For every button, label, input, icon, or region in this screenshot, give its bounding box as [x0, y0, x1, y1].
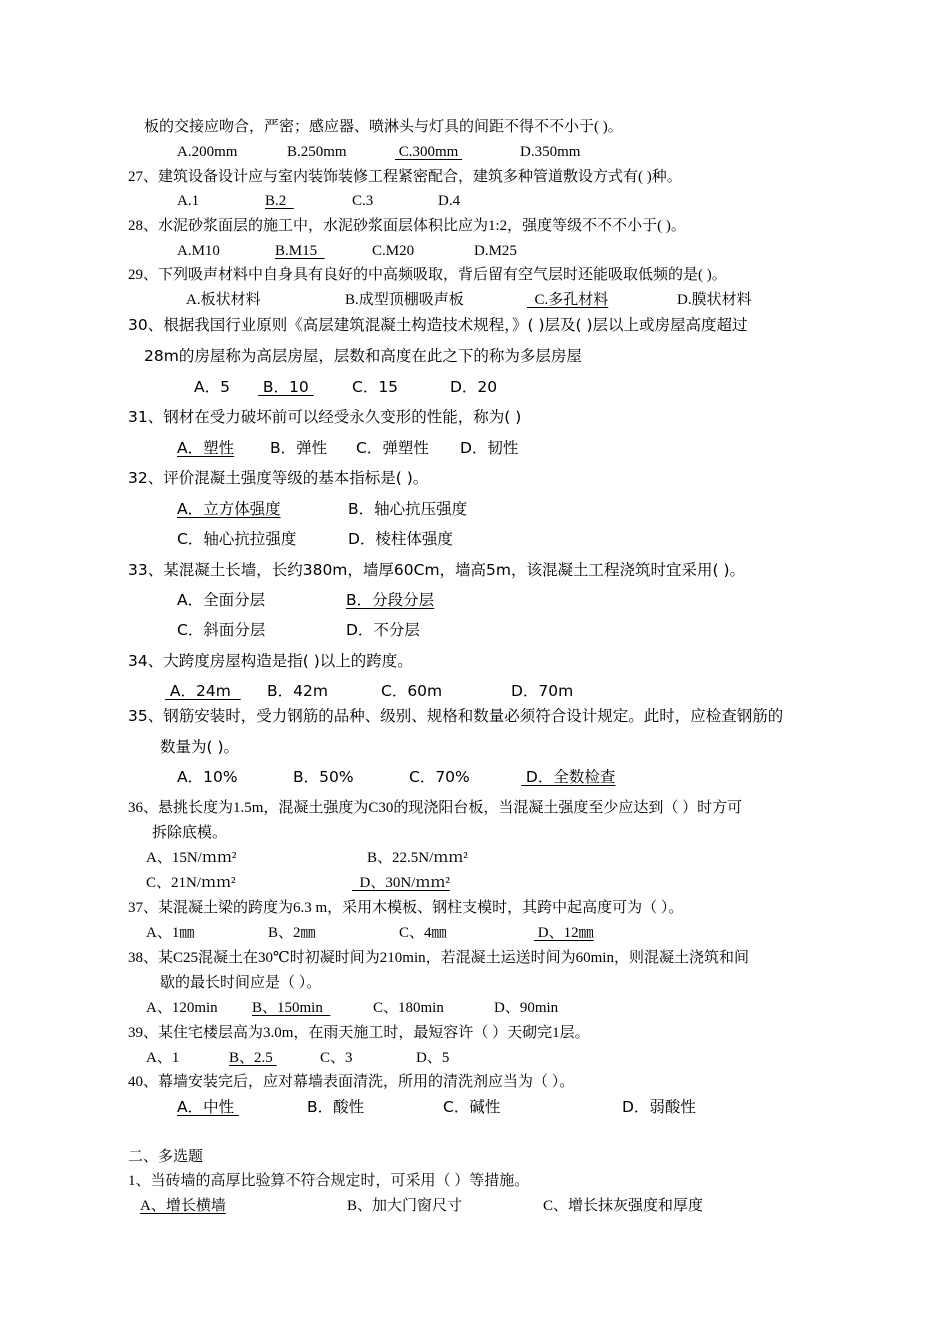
question-35-text-continued: 数量为( )。 — [160, 738, 240, 756]
question-33-text: 33、某混凝土长墙，长约380m，墙厚60Cm，墙高5m，该混凝土工程浇筑时宜采用( )。 — [128, 561, 746, 579]
option-b-answer: B、150min — [252, 1000, 331, 1016]
option-b: B．轴心抗压强度 — [348, 500, 468, 518]
question-39-text: 39、某住宅楼层高为3.0m，在雨天施工时，最短容许（ ）天砌完1层。 — [128, 1025, 590, 1041]
question-38-text: 38、某C25混凝土在30℃时初凝时间为210min，若混凝土运送时间为60min，则混凝土浇筑和间 — [128, 950, 749, 966]
question-35-text: 35、钢筋安装时，受力钢筋的品种、级别、规格和数量必须符合设计规定。此时，应检查钢筋的 — [128, 707, 784, 725]
option-b: B、22.5N/ｍｍ² — [367, 850, 468, 866]
option-c: C.3 — [352, 193, 374, 209]
option-d: D．不分层 — [346, 621, 420, 639]
option-d: D、90min — [494, 1000, 559, 1016]
question-29-text: 29、下列吸声材料中自身具有良好的中高频吸取，背后留有空气层时还能吸取低频的是( )。 — [128, 267, 727, 283]
option-c: C、3 — [320, 1050, 353, 1066]
option-d-answer: D、30N/ｍｍ² — [352, 875, 450, 891]
option-a: A.200mm — [177, 144, 238, 160]
option-d-answer: D．全数检查 — [521, 768, 616, 786]
option-a-answer: A．立方体强度 — [177, 500, 281, 518]
option-c: C、4㎜ — [399, 925, 447, 941]
question-36-text-continued: 拆除底模。 — [152, 825, 228, 841]
option-c: C．70% — [409, 768, 470, 786]
option-a: A．全面分层 — [177, 591, 266, 609]
option-d: D.4 — [438, 193, 461, 209]
option-a: A.板状材料 — [186, 292, 261, 308]
option-d: D．弱酸性 — [622, 1098, 696, 1116]
option-c: C．弹塑性 — [356, 439, 429, 457]
option-b-answer: B.2 — [265, 193, 294, 209]
option-c-answer: C.300mm — [395, 144, 463, 160]
option-b: B．42m — [267, 682, 328, 700]
option-c: C．15 — [352, 378, 399, 396]
option-b: B．酸性 — [307, 1098, 365, 1116]
option-b-answer: B．10 — [258, 378, 314, 396]
option-d: D.M25 — [474, 243, 517, 259]
question-27-text: 27、建筑设备设计应与室内装饰装修工程紧密配合，建筑多种管道敷设方式有( )种。 — [128, 169, 682, 185]
option-b: B.250mm — [287, 144, 347, 160]
option-a: A.1 — [177, 193, 200, 209]
question-26-text: 板的交接应吻合，严密；感应器、喷淋头与灯具的间距不得不不小于( )。 — [144, 119, 623, 135]
question-28-text: 28、水泥砂浆面层的施工中，水泥砂浆面层体积比应为1:2，强度等级不不不小于( )。 — [128, 218, 686, 234]
option-c: C、21N/ｍｍ² — [146, 875, 236, 891]
question-30-text-continued: 28m的房屋称为高层房屋，层数和高度在此之下的称为多层房屋 — [144, 347, 582, 365]
question-31-text: 31、钢材在受力破坏前可以经受永久变形的性能，称为( ) — [128, 408, 522, 426]
option-b: B.成型顶棚吸声板 — [345, 292, 464, 308]
option-c: C．轴心抗拉强度 — [177, 530, 297, 548]
option-a: A．10% — [177, 768, 238, 786]
option-a: A、1 — [146, 1050, 180, 1066]
option-a-answer: A．24m — [165, 682, 241, 700]
option-a: A、120min — [146, 1000, 218, 1016]
option-d-answer: D、12㎜ — [534, 925, 594, 941]
option-d: D．棱柱体强度 — [348, 530, 453, 548]
option-c: C．60m — [381, 682, 443, 700]
option-a: A.M10 — [177, 243, 220, 259]
option-d: D．20 — [450, 378, 498, 396]
option-b: B．50% — [293, 768, 354, 786]
option-a: A、15N/ｍｍ² — [146, 850, 237, 866]
option-d: D.350mm — [520, 144, 581, 160]
option-a-answer: A．塑性 — [177, 439, 235, 457]
option-c: C．斜面分层 — [177, 621, 266, 639]
question-36-text: 36、悬挑长度为1.5m，混凝土强度为C30的现浇阳台板，当混凝土强度至少应达到（ ）时方可 — [128, 800, 743, 816]
option-c: C.M20 — [372, 243, 415, 259]
question-38-text-continued: 歇的最长时间应是（ ）。 — [160, 975, 322, 991]
question-30-text: 30、根据我国行业原则《高层建筑混凝土构造技术规程，》( )层及( )层以上或房屋高度超过 — [128, 316, 748, 334]
option-c-answer: C.多孔材料 — [527, 292, 609, 308]
option-c: C、180min — [373, 1000, 444, 1016]
section-heading: 二、多选题 — [128, 1149, 204, 1165]
option-d: D、5 — [416, 1050, 450, 1066]
option-b: B、2㎜ — [268, 925, 316, 941]
option-a: A、1㎜ — [146, 925, 195, 941]
option-b: B、加大门窗尺寸 — [347, 1198, 463, 1214]
option-b: B．弹性 — [270, 439, 328, 457]
question-32-text: 32、评价混凝土强度等级的基本指标是( )。 — [128, 469, 429, 487]
option-b-answer: B．分段分层 — [346, 591, 435, 609]
option-a-answer: A、增长横墙 — [140, 1198, 226, 1214]
option-d: D．70m — [511, 682, 574, 700]
option-d: D．韧性 — [460, 439, 519, 457]
multi-question-1-text: 1、当砖墙的高厚比验算不符合规定时，可采用（ ）等措施。 — [128, 1173, 530, 1189]
option-b-answer: B、2.5 — [229, 1050, 277, 1066]
question-37-text: 37、某混凝土梁的跨度为6.3 m，采用木模板、钢柱支模时，其跨中起高度可为（ ）。 — [128, 900, 684, 916]
option-c: C．碱性 — [443, 1098, 501, 1116]
option-d: D.膜状材料 — [677, 292, 752, 308]
option-c: C、增长抹灰强度和厚度 — [543, 1198, 704, 1214]
option-a: A．5 — [194, 378, 230, 396]
question-34-text: 34、大跨度房屋构造是指( )以上的跨度。 — [128, 652, 413, 670]
question-40-text: 40、幕墙安装完后，应对幕墙表面清洗，所用的清洗剂应当为（ ）。 — [128, 1074, 575, 1090]
option-a-answer: A．中性 — [177, 1098, 240, 1116]
option-b-answer: B.M15 — [275, 243, 325, 259]
